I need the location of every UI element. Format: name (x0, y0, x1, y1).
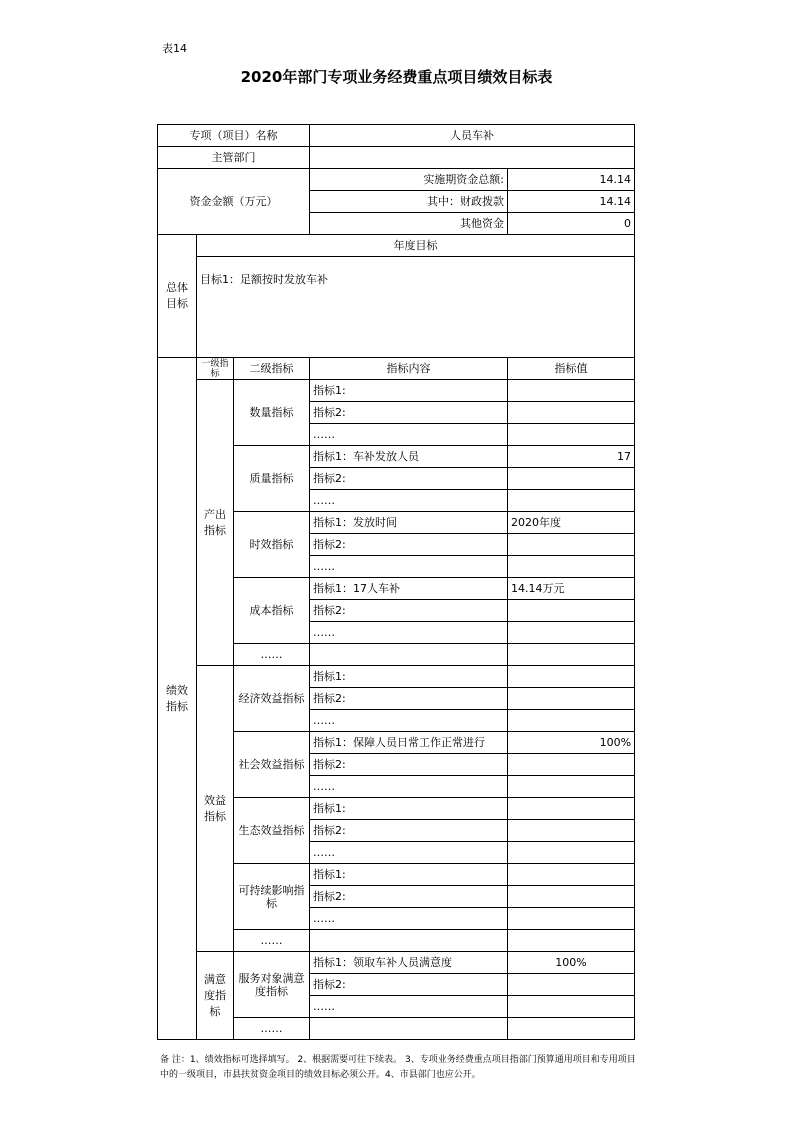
indicator-row (158, 666, 635, 688)
indicator-value (508, 402, 635, 424)
indicator-content: 指标2: (310, 820, 508, 842)
footnote: 备 注：1、绩效指标可选择填写。 2、根据需要可往下续表。 3、专项业务经费重点项目指部门预算通用项目和专用项目中的一级项目，市县扶贫资金项目的绩效目标必须公开。4、市县部门也应公开。 (160, 1055, 636, 1080)
indicator-content: 指标2: (310, 468, 508, 490)
indicator-content: 指标1: (310, 666, 508, 688)
indicator-content: 指标2: (310, 886, 508, 908)
level2-ellipsis: …… (234, 644, 310, 666)
indicator-content: 指标1: (310, 380, 508, 402)
fund-item-label: 实施期资金总额: (310, 169, 508, 191)
dept-label: 主管部门 (158, 147, 310, 169)
fund-item-value: 0 (508, 213, 635, 235)
indicator-content: 指标1：17人车补 (310, 578, 508, 600)
indicator-value (508, 908, 635, 930)
level2-ecological: 生态效益指标 (234, 798, 310, 864)
header-value: 指标值 (508, 358, 635, 380)
page-title: 2020年部门专项业务经费重点项目绩效目标表 (240, 68, 553, 86)
indicator-value: 100% (508, 732, 635, 754)
header-level1: 一级指标 (197, 358, 234, 380)
header-content: 指标内容 (310, 358, 508, 380)
annual-target-header: 年度目标 (197, 235, 635, 257)
dept-row (158, 147, 635, 169)
fund-item-value: 14.14 (508, 169, 635, 191)
indicator-value (508, 644, 635, 666)
fund-row (158, 169, 635, 191)
level2-quantity: 数量指标 (234, 380, 310, 446)
indicator-value (508, 1018, 635, 1040)
level2-social: 社会效益指标 (234, 732, 310, 798)
indicator-content: …… (310, 424, 508, 446)
indicator-content: 指标1：发放时间 (310, 512, 508, 534)
indicator-content: …… (310, 776, 508, 798)
indicator-value (508, 534, 635, 556)
indicator-content: 指标2: (310, 754, 508, 776)
indicator-value (508, 380, 635, 402)
indicator-value (508, 468, 635, 490)
level2-quality: 质量指标 (234, 446, 310, 512)
level2-cost: 成本指标 (234, 578, 310, 644)
indicator-value: 17 (508, 446, 635, 468)
indicator-value (508, 622, 635, 644)
level1-satisfaction: 满意度指标 (197, 952, 234, 1040)
indicator-value: 14.14万元 (508, 578, 635, 600)
annual-target-header-row (158, 235, 635, 257)
indicator-row (158, 380, 635, 402)
indicator-value (508, 776, 635, 798)
indicator-content: …… (310, 996, 508, 1018)
fund-item-label: 其中：财政拨款 (310, 191, 508, 213)
level1-output: 产出指标 (197, 380, 234, 666)
project-name-value: 人员车补 (310, 125, 635, 147)
level2-economic: 经济效益指标 (234, 666, 310, 732)
header-level2: 二级指标 (234, 358, 310, 380)
level1-benefit: 效益指标 (197, 666, 234, 952)
annual-target-text: 目标1：足额按时发放车补 (197, 257, 635, 358)
project-name-label: 专项（项目）名称 (158, 125, 310, 147)
indicator-content: 指标2: (310, 600, 508, 622)
indicator-value: 2020年度 (508, 512, 635, 534)
indicator-value (508, 842, 635, 864)
indicator-content: …… (310, 710, 508, 732)
fund-item-value: 14.14 (508, 191, 635, 213)
indicator-value (508, 600, 635, 622)
performance-indicator-label: 绩效指标 (158, 358, 197, 1040)
indicator-value (508, 864, 635, 886)
indicator-value (508, 666, 635, 688)
level2-ellipsis: …… (234, 930, 310, 952)
level2-ellipsis: …… (234, 1018, 310, 1040)
indicator-content: 指标2: (310, 402, 508, 424)
indicator-value (508, 886, 635, 908)
indicator-content: 指标1: (310, 798, 508, 820)
fund-item-label: 其他资金 (310, 213, 508, 235)
indicator-value (508, 974, 635, 996)
overall-goal-label: 总体目标 (158, 235, 197, 358)
document-code: 表14 (162, 42, 187, 55)
indicator-content: …… (310, 556, 508, 578)
indicator-content: 指标1：保障人员日常工作正常进行 (310, 732, 508, 754)
indicator-content: 指标2: (310, 974, 508, 996)
indicator-value (508, 930, 635, 952)
indicator-content: 指标1：车补发放人员 (310, 446, 508, 468)
indicator-content: …… (310, 908, 508, 930)
indicator-value (508, 710, 635, 732)
indicator-value (508, 820, 635, 842)
project-row (158, 125, 635, 147)
indicator-header-row (158, 358, 635, 380)
level2-service: 服务对象满意度指标 (234, 952, 310, 1018)
indicator-content: 指标2: (310, 688, 508, 710)
indicator-content: …… (310, 842, 508, 864)
fund-label: 资金金额（万元） (158, 169, 310, 235)
indicator-value (508, 688, 635, 710)
indicator-content: …… (310, 622, 508, 644)
indicator-value (508, 798, 635, 820)
indicator-value (508, 996, 635, 1018)
indicator-value (508, 490, 635, 512)
indicator-content (310, 644, 508, 666)
level2-timeliness: 时效指标 (234, 512, 310, 578)
indicator-value (508, 556, 635, 578)
indicator-row (158, 952, 635, 974)
indicator-value: 100% (508, 952, 635, 974)
dept-value (310, 147, 635, 169)
indicator-content: 指标1：领取车补人员满意度 (310, 952, 508, 974)
indicator-content (310, 1018, 508, 1040)
indicator-content: 指标1: (310, 864, 508, 886)
indicator-content (310, 930, 508, 952)
performance-table (157, 124, 635, 1040)
indicator-value (508, 754, 635, 776)
indicator-content: …… (310, 490, 508, 512)
annual-target-row (158, 257, 635, 358)
indicator-content: 指标2: (310, 534, 508, 556)
indicator-value (508, 424, 635, 446)
level2-sustainable: 可持续影响指标 (234, 864, 310, 930)
